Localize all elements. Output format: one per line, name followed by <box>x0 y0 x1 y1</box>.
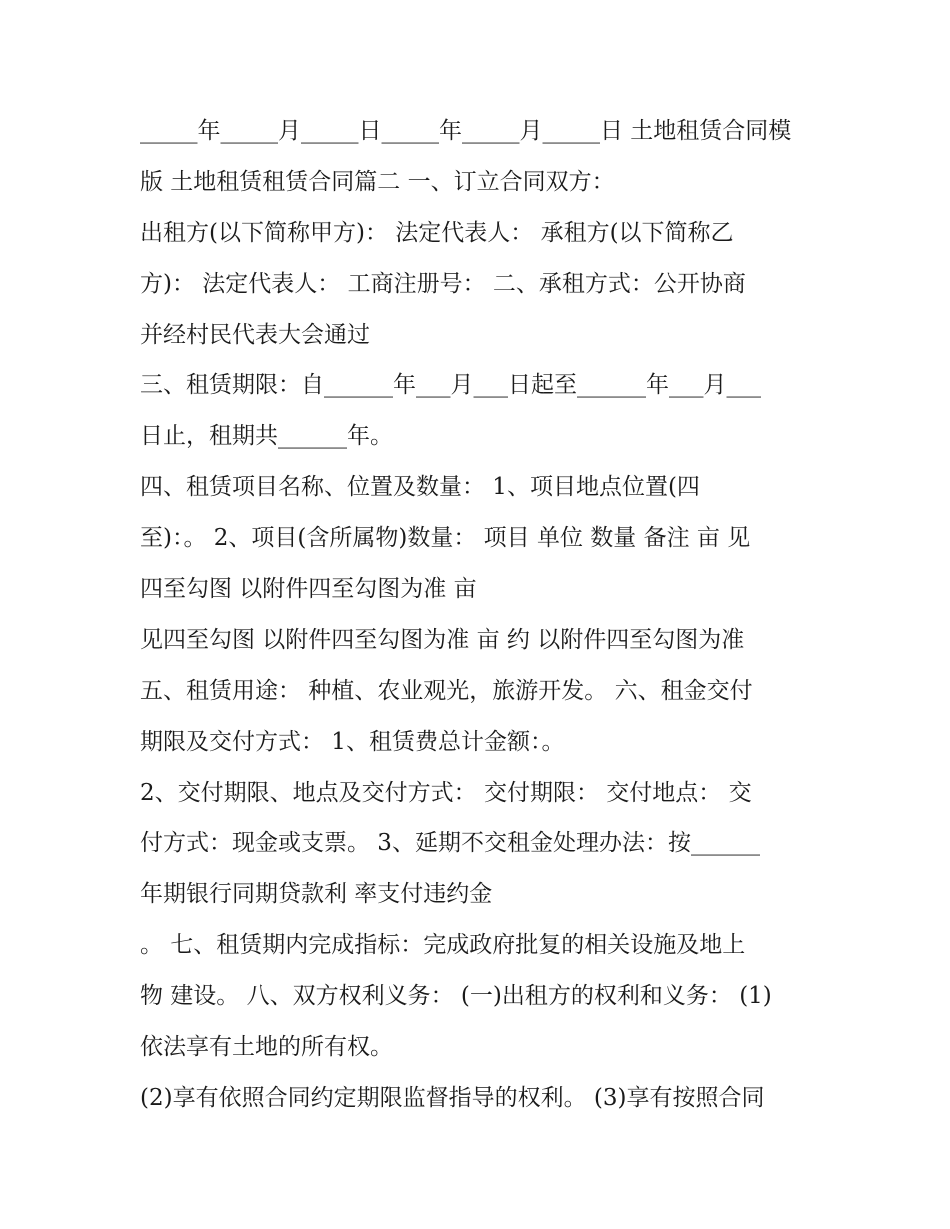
text-line: 2、交付期限、地点及交付方式： 交付期限： 交付地点： 交 <box>140 779 752 806</box>
text-line: 依法享有土地的所有权。 <box>140 1034 393 1061</box>
text-line: 。 七、租赁期内完成指标：完成政府批复的相关设施及地上 <box>140 932 746 959</box>
text-line: 版 土地租赁租赁合同篇二 一、订立合同双方： <box>140 168 615 195</box>
text-line: 五、租赁用途： 种植、农业观光，旅游开发。 六、租金交付 <box>140 677 753 704</box>
text-line: 日止，租期共______年。 <box>140 423 393 450</box>
text-line: 三、租赁期限：自______年___月___日起至______年___月___ <box>140 372 761 399</box>
text-line: 四、租赁项目名称、位置及数量： 1、项目地点位置(四 <box>140 474 700 501</box>
text-line: 方)： 法定代表人： 工商注册号： 二、承租方式：公开协商 <box>140 270 746 297</box>
contract-body-text <box>140 106 820 1124</box>
text-line: (2)享有依照合同约定期限监督指导的权利。 (3)享有按照合同 <box>140 1084 765 1111</box>
text-line: 年期银行同期贷款利 率支付违约金 <box>140 881 493 908</box>
text-line: 并经村民代表大会通过 <box>140 321 370 348</box>
text-line: 付方式：现金或支票。 3、延期不交租金处理办法：按______ <box>140 830 760 857</box>
text-line: _____年_____月_____日_____年_____月_____日 土地租赁合同模 <box>140 118 792 144</box>
text-line: 物 建设。 八、双方权利义务： (一)出租方的权利和义务： (1) <box>140 983 772 1010</box>
text-line: 至)：。 2、项目(含所属物)数量： 项目 单位 数量 备注 亩 见 <box>140 525 751 552</box>
text-line: 期限及交付方式： 1、租赁费总计金额：。 <box>140 728 565 755</box>
text-line: 四至勾图 以附件四至勾图为准 亩 <box>140 576 477 603</box>
text-line: 出租方(以下简称甲方)： 法定代表人： 承租方(以下简称乙 <box>140 219 734 246</box>
text-line: 见四至勾图 以附件四至勾图为准 亩 约 以附件四至勾图为准 <box>140 626 745 653</box>
